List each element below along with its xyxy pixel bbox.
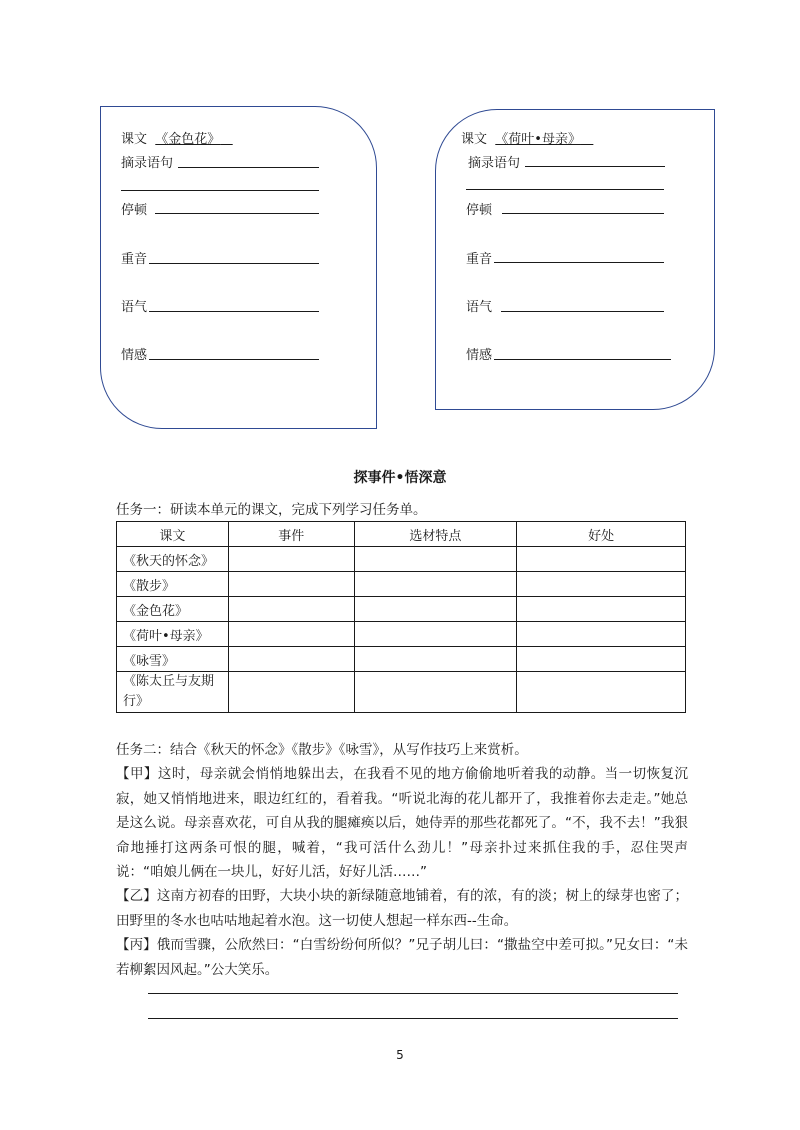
tone-label: 语气 [466,300,493,315]
emotion-answer-line[interactable] [149,359,319,360]
table-cell-answer[interactable] [228,547,354,572]
tone-answer-line[interactable] [149,311,319,312]
table-cell-course: 《金色花》 [117,597,229,622]
table-cell-answer[interactable] [354,597,517,622]
table-cell-answer[interactable] [517,672,686,713]
passage-yi: 【乙】这南方初春的田野，大块小块的新绿随意地铺着，有的浓，有的淡；树上的绿芽也密了；田野里的冬水也咕咕地起着水泡。这一切使人想起一样东西--生命。 [116,888,688,929]
table-cell-course: 《陈太丘与友期行》 [117,672,229,713]
task1-instruction: 任务一：研读本单元的课文，完成下列学习任务单。 [116,502,427,518]
table-row [117,572,686,597]
table-header-cell: 事件 [228,522,354,547]
course-title: 《荷叶•母亲》 [495,132,581,147]
excerpt-answer-line-2[interactable] [466,189,664,190]
tone-label: 语气 [121,300,148,315]
table-cell-course: 《散步》 [117,572,229,597]
table-cell-answer[interactable] [228,572,354,597]
page-number: 5 [396,1048,404,1062]
emotion-answer-line[interactable] [494,359,671,360]
table-cell-answer[interactable] [354,672,517,713]
task-table [116,521,686,713]
section-title: 探事件•悟深意 [353,470,447,486]
table-cell-answer[interactable] [354,647,517,672]
stress-answer-line[interactable] [494,262,664,263]
emotion-label: 情感 [121,348,148,363]
table-row [117,647,686,672]
table-cell-answer[interactable] [228,597,354,622]
table-row [117,622,686,647]
table-cell-course: 《秋天的怀念》 [117,547,229,572]
table-cell-answer[interactable] [354,622,517,647]
table-cell-answer[interactable] [517,622,686,647]
course-label: 课文 [121,132,148,147]
card-right-course [461,128,593,147]
table-header-row [117,522,686,547]
table-header-cell: 选材特点 [354,522,517,547]
table-cell-course: 《咏雪》 [117,647,229,672]
table-header-cell: 好处 [517,522,686,547]
pause-label: 停顿 [466,203,493,218]
excerpt-label: 摘录语句 [121,156,174,171]
table-row [117,672,686,713]
table-cell-course: 《荷叶•母亲》 [117,622,229,647]
course-title: 《金色花》 [155,132,221,147]
stress-label: 重音 [466,252,493,267]
table-row [117,547,686,572]
table-cell-answer[interactable] [517,572,686,597]
pause-answer-line[interactable] [502,213,664,214]
table-cell-answer[interactable] [354,547,517,572]
table-row [117,597,686,622]
emotion-label: 情感 [466,348,493,363]
table-cell-answer[interactable] [228,672,354,713]
tone-answer-line[interactable] [501,311,664,312]
excerpt-answer-line[interactable] [178,167,319,168]
pause-label: 停顿 [121,203,148,218]
course-label: 课文 [461,132,488,147]
answer-line[interactable] [148,993,678,994]
table-cell-answer[interactable] [517,597,686,622]
table-cell-answer[interactable] [354,572,517,597]
stress-answer-line[interactable] [149,263,319,264]
table-header-cell: 课文 [117,522,229,547]
table-cell-answer[interactable] [517,647,686,672]
answer-line[interactable] [148,1018,678,1019]
pause-answer-line[interactable] [155,213,319,214]
table-cell-answer[interactable] [517,547,686,572]
passage-jia: 【甲】这时，母亲就会悄悄地躲出去，在我看不见的地方偷偷地听着我的动静。当一切恢复沉寂，她又悄悄地进来，眼边红红的，看着我。“听说北海的花儿都开了，我推着你去走走。”她总是这么说。母亲喜欢花，可自从我的腿瘫痪以后，她侍弄的那些花都死了。“不，我不去！”我狠命地捶打这两条可恨的腿，喊着，“我可活什么劲儿！”母亲扑过来抓住我的手，忍住哭声说：“咱娘儿俩在一块儿，好好儿活，好好儿活……” [116,766,688,880]
table-cell-answer[interactable] [228,647,354,672]
stress-label: 重音 [121,252,148,267]
card-left-course [121,128,233,147]
excerpt-answer-line-2[interactable] [121,190,319,191]
passage-bing: 【丙】俄而雪骤，公欣然曰：“白雪纷纷何所似？”兄子胡儿曰：“撒盐空中差可拟。”兄女曰：“未若柳絮因风起。”公大笑乐。 [116,937,688,978]
excerpt-label: 摘录语句 [468,156,521,171]
table-cell-answer[interactable] [228,622,354,647]
task2-instruction: 任务二：结合《秋天的怀念》《散步》《咏雪》，从写作技巧上来赏析。 [116,742,528,758]
excerpt-answer-line[interactable] [525,166,665,167]
